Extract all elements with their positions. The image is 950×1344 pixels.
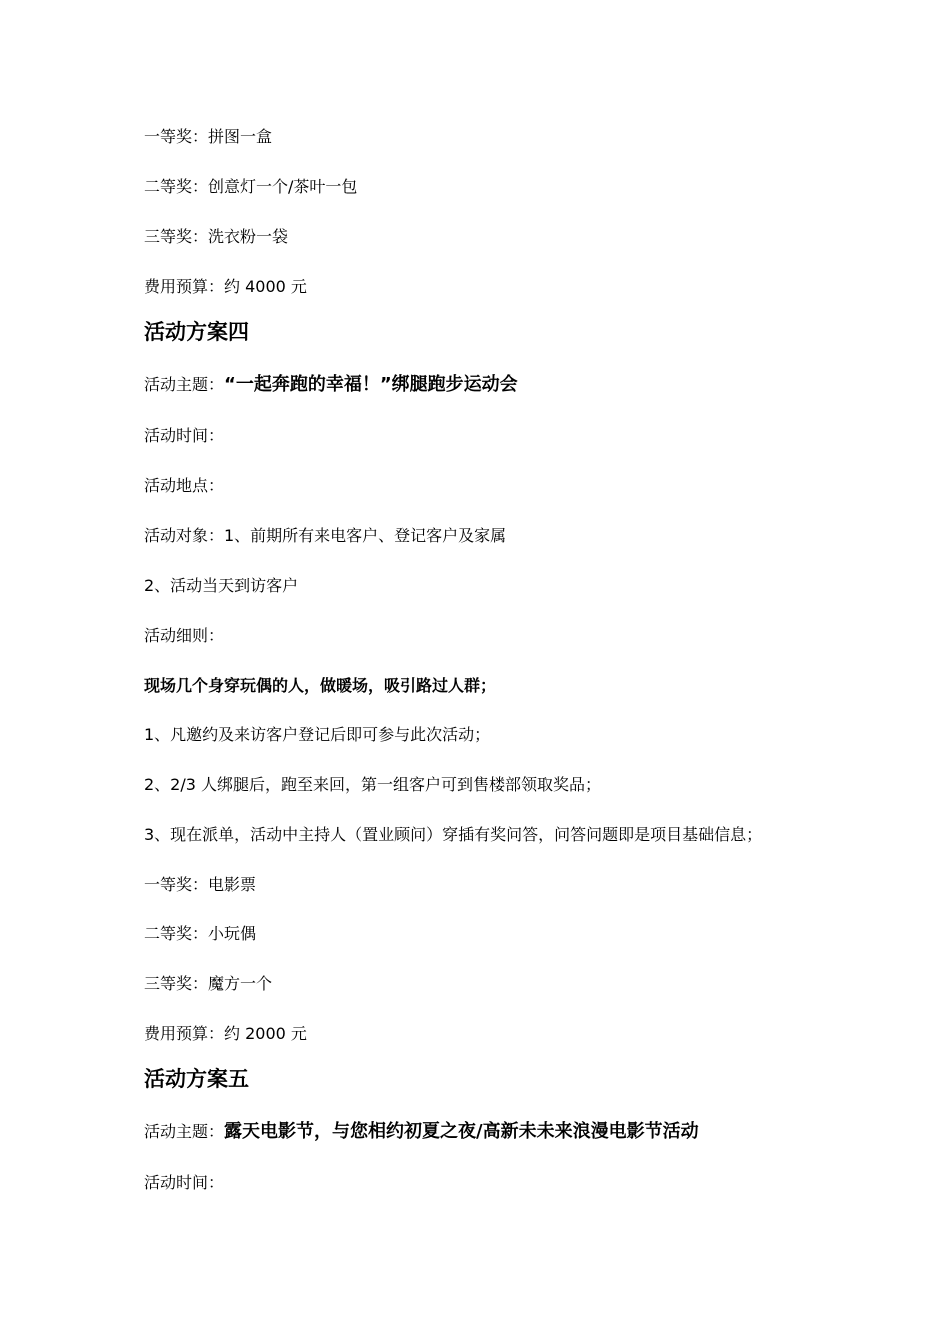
plan5-heading: 活动方案五 bbox=[144, 1067, 249, 1091]
plan5-theme-line bbox=[144, 1121, 699, 1143]
plan4-rule2-line: 2、2/3 人绑腿后，跑至来回，第一组客户可到售楼部领取奖品； bbox=[144, 775, 602, 794]
plan4-rule3-line: 3、现在派单，活动中主持人（置业顾问）穿插有奖问答，问答问题即是项目基础信息； bbox=[144, 825, 763, 844]
plan4-place-line: 活动地点： bbox=[144, 476, 225, 495]
prize-third-line: 三等奖：洗衣粉一袋 bbox=[144, 227, 289, 246]
plan4-prize-second: 二等奖：小玩偶 bbox=[144, 924, 257, 943]
plan4-heading: 活动方案四 bbox=[144, 320, 249, 344]
plan4-intro-line: 现场几个身穿玩偶的人，做暖场，吸引路过人群； bbox=[144, 676, 497, 695]
plan4-audience-line: 活动对象：1、前期所有来电客户、登记客户及家属 bbox=[144, 526, 507, 545]
prize-second-line: 二等奖：创意灯一个/茶叶一包 bbox=[144, 177, 358, 196]
theme-label: 活动主题： bbox=[144, 1122, 225, 1141]
theme-label: 活动主题： bbox=[144, 375, 225, 394]
theme-value: “一起奔跑的幸福！”绑腿跑步运动会 bbox=[224, 374, 518, 395]
plan4-rules-label: 活动细则： bbox=[144, 626, 225, 645]
plan4-prize-third: 三等奖：魔方一个 bbox=[144, 974, 273, 993]
plan4-budget-line: 费用预算：约 2000 元 bbox=[144, 1024, 307, 1043]
theme-value: 露天电影节，与您相约初夏之夜/高新未未来浪漫电影节活动 bbox=[224, 1121, 699, 1142]
plan4-time-line: 活动时间： bbox=[144, 426, 225, 445]
budget-line: 费用预算：约 4000 元 bbox=[144, 277, 307, 296]
plan4-prize-first: 一等奖：电影票 bbox=[144, 875, 257, 894]
plan4-theme-line bbox=[144, 374, 518, 396]
prize-first-line: 一等奖：拼图一盒 bbox=[144, 127, 273, 146]
plan4-rule1-line: 1、凡邀约及来访客户登记后即可参与此次活动； bbox=[144, 725, 491, 744]
plan4-audience2-line: 2、活动当天到访客户 bbox=[144, 576, 299, 595]
plan5-time-line: 活动时间： bbox=[144, 1173, 225, 1192]
